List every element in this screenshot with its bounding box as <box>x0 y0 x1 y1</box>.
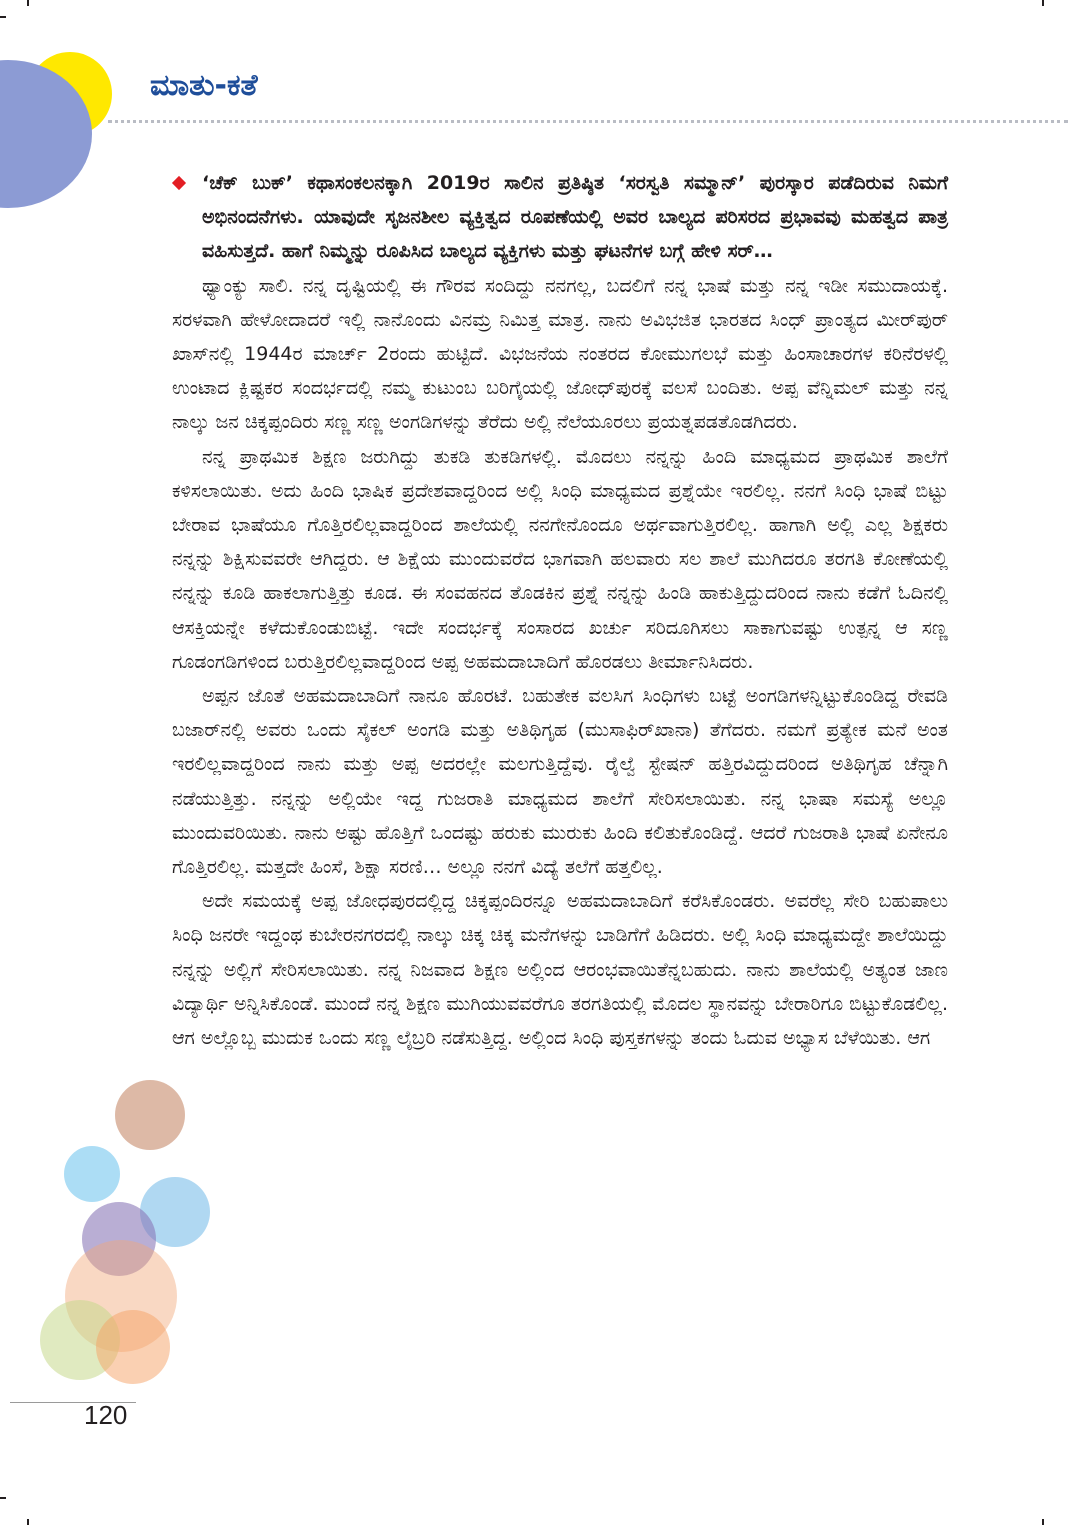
answer-paragraph: ಅಪ್ಪನ ಜೊತೆ ಅಹಮದಾಬಾದಿಗೆ ನಾನೂ ಹೊರಟೆ. ಬಹುತೇಕ ವಲಸಿಗ ಸಿಂಧಿಗಳು ಬಟ್ಟೆ ಅಂಗಡಿಗಳನ್ನಿಟ್ಟುಕೊಂಡಿದ್ದ ರೇವಡಿ ಬಜಾರ್‌ನಲ್ಲಿ ಅವರು ಒಂದು ಸೈಕಲ್ ಅಂಗಡಿ ಮತ್ತು ಅತಿಥಿಗೃಹ (ಮುಸಾಫಿರ್‌ಖಾನಾ) ತೆಗೆದರು. ನಮಗೆ ಪ್ರತ್ಯೇಕ ಮನೆ ಅಂತ ಇರಲಿಲ್ಲವಾದ್ದರಿಂದ ನಾನು ಮತ್ತು ಅಪ್ಪ ಅದರಲ್ಲೇ ಮಲಗುತ್ತಿದ್ದೆವು. ರೈಲ್ವೆ ಸ್ಟೇಷನ್ ಹತ್ತಿರವಿದ್ದುದರಿಂದ ಅತಿಥಿಗೃಹ ಚೆನ್ನಾಗಿ ನಡೆಯುತ್ತಿತ್ತು. ನನ್ನನ್ನು ಅಲ್ಲಿಯೇ ಇದ್ದ ಗುಜರಾತಿ ಮಾಧ್ಯಮದ ಶಾಲೆಗೆ ಸೇರಿಸಲಾಯಿತು. ನನ್ನ ಭಾಷಾ ಸಮಸ್ಯೆ ಅಲ್ಲೂ ಮುಂದುವರಿಯಿತು. ನಾನು ಅಷ್ಟು ಹೊತ್ತಿಗೆ ಒಂದಷ್ಟು ಹರುಕು ಮುರುಕು ಹಿಂದಿ ಕಲಿತುಕೊಂಡಿದ್ದೆ. ಆದರೆ ಗುಜರಾತಿ ಭಾಷೆ ಏನೇನೂ ಗೊತ್ತಿರಲಿಲ್ಲ. ಮತ್ತದೇ ಹಿಂಸೆ, ಶಿಕ್ಷಾ ಸರಣಿ… ಅಲ್ಲೂ ನನಗೆ ವಿದ್ಯೆ ತಲೆಗೆ ಹತ್ತಲಿಲ್ಲ. <box>172 685 948 879</box>
crop-mark <box>1042 1519 1044 1525</box>
crop-mark <box>1042 0 1044 6</box>
section-title: ಮಾತು-ಕತೆ <box>150 68 258 103</box>
interview-question <box>172 166 948 269</box>
bubble-decoration <box>115 1080 185 1150</box>
crop-mark <box>0 1497 6 1499</box>
bubble-decoration <box>64 1146 120 1202</box>
question-text: ‘ಚೆಕ್ ಬುಕ್’ ಕಥಾಸಂಕಲನಕ್ಕಾಗಿ 2019ರ ಸಾಲಿನ ಪ್ರತಿಷ್ಠಿತ ‘ಸರಸ್ವತಿ ಸಮ್ಮಾನ್’ ಪುರಸ್ಕಾರ ಪಡೆದಿರುವ ನಿಮಗೆ ಅಭಿನಂದನೆಗಳು. ಯಾವುದೇ ಸೃಜನಶೀಲ ವ್ಯಕ್ತಿತ್ವದ ರೂಪಣೆಯಲ್ಲಿ ಅವರ ಬಾಲ್ಯದ ಪರಿಸರದ ಪ್ರಭಾವವು ಮಹತ್ವದ ಪಾತ್ರ ವಹಿಸುತ್ತದೆ. ಹಾಗೆ ನಿಮ್ಮನ್ನು ರೂಪಿಸಿದ ಬಾಲ್ಯದ ವ್ಯಕ್ತಿಗಳು ಮತ್ತು ಘಟನೆಗಳ ಬಗ್ಗೆ ಹೇಳಿ ಸರ್… <box>202 172 948 263</box>
answer-paragraph: ಥ್ಯಾಂಕ್ಯು ಸಾಲಿ. ನನ್ನ ದೃಷ್ಟಿಯಲ್ಲಿ ಈ ಗೌರವ ಸಂದಿದ್ದು ನನಗಲ್ಲ, ಬದಲಿಗೆ ನನ್ನ ಭಾಷೆ ಮತ್ತು ನನ್ನ ಇಡೀ ಸಮುದಾಯಕ್ಕೆ. ಸರಳವಾಗಿ ಹೇಳೋದಾದರೆ ಇಲ್ಲಿ ನಾನೊಂದು ವಿನಮ್ರ ನಿಮಿತ್ತ ಮಾತ್ರ. ನಾನು ಅವಿಭಜಿತ ಭಾರತದ ಸಿಂಧ್ ಪ್ರಾಂತ್ಯದ ಮೀರ್‌ಪುರ್ ಖಾಸ್‌ನಲ್ಲಿ 1944ರ ಮಾರ್ಚ್ 2ರಂದು ಹುಟ್ಟಿದೆ. ವಿಭಜನೆಯ ನಂತರದ ಕೋಮುಗಲಭೆ ಮತ್ತು ಹಿಂಸಾಚಾರಗಳ ಕರಿನೆರಳಲ್ಲಿ ಉಂಟಾದ ಕ್ಲಿಷ್ಟಕರ ಸಂದರ್ಭದಲ್ಲಿ ನಮ್ಮ ಕುಟುಂಬ ಬರಿಗೈಯಲ್ಲಿ ಜೋಧ್‌ಪುರಕ್ಕೆ ವಲಸೆ ಬಂದಿತು. ಅಪ್ಪ ವೆನ್ನಿಮಲ್ ಮತ್ತು ನನ್ನ ನಾಲ್ಕು ಜನ ಚಿಕ್ಕಪ್ಪಂದಿರು ಸಣ್ಣ ಸಣ್ಣ ಅಂಗಡಿಗಳನ್ನು ತೆರೆದು ಅಲ್ಲಿ ನೆಲೆಯೂರಲು ಪ್ರಯತ್ನಪಡತೊಡಗಿದರು. <box>172 274 948 434</box>
answer-paragraph: ನನ್ನ ಪ್ರಾಥಮಿಕ ಶಿಕ್ಷಣ ಜರುಗಿದ್ದು ತುಕಡಿ ತುಕಡಿಗಳಲ್ಲಿ. ಮೊದಲು ನನ್ನನ್ನು ಹಿಂದಿ ಮಾಧ್ಯಮದ ಪ್ರಾಥಮಿಕ ಶಾಲೆಗೆ ಕಳಿಸಲಾಯಿತು. ಅದು ಹಿಂದಿ ಭಾಷಿಕ ಪ್ರದೇಶವಾದ್ದರಿಂದ ಅಲ್ಲಿ ಸಿಂಧಿ ಮಾಧ್ಯಮದ ಪ್ರಶ್ನೆಯೇ ಇರಲಿಲ್ಲ. ನನಗೆ ಸಿಂಧಿ ಭಾಷೆ ಬಿಟ್ಟು ಬೇರಾವ ಭಾಷೆಯೂ ಗೊತ್ತಿರಲಿಲ್ಲವಾದ್ದರಿಂದ ಶಾಲೆಯಲ್ಲಿ ನನಗೇನೊಂದೂ ಅರ್ಥವಾಗುತ್ತಿರಲಿಲ್ಲ. ಹಾಗಾಗಿ ಅಲ್ಲಿ ಎಲ್ಲ ಶಿಕ್ಷಕರು ನನ್ನನ್ನು ಶಿಕ್ಷಿಸುವವರೇ ಆಗಿದ್ದರು. ಆ ಶಿಕ್ಷೆಯ ಮುಂದುವರೆದ ಭಾಗವಾಗಿ ಹಲವಾರು ಸಲ ಶಾಲೆ ಮುಗಿದರೂ ತರಗತಿ ಕೋಣೆಯಲ್ಲಿ ನನ್ನನ್ನು ಕೂಡಿ ಹಾಕಲಾಗುತ್ತಿತ್ತು ಕೂಡ. ಈ ಸಂವಹನದ ತೊಡಕಿನ ಪ್ರಶ್ನೆ ನನ್ನನ್ನು ಹಿಂಡಿ ಹಾಕುತ್ತಿದ್ದುದರಿಂದ ನಾನು ಕಡೆಗೆ ಓದಿನಲ್ಲಿ ಆಸಕ್ತಿಯನ್ನೇ ಕಳೆದುಕೊಂಡುಬಿಟ್ಟೆ. ಇದೇ ಸಂದರ್ಭಕ್ಕೆ ಸಂಸಾರದ ಖರ್ಚು ಸರಿದೂಗಿಸಲು ಸಾಕಾಗುವಷ್ಟು ಉತ್ಪನ್ನ ಆ ಸಣ್ಣ ಗೂಡಂಗಡಿಗಳಿಂದ ಬರುತ್ತಿರಲಿಲ್ಲವಾದ್ದರಿಂದ ಅಪ್ಪ ಅಹಮದಾಬಾದಿಗೆ ಹೊರಡಲು ತೀರ್ಮಾನಿಸಿದರು. <box>172 445 948 673</box>
bubble-decoration <box>96 1310 170 1384</box>
crop-mark <box>27 1519 29 1525</box>
page-number: 120 <box>84 1400 128 1430</box>
crop-mark <box>0 16 6 18</box>
diamond-bullet-icon <box>172 176 186 190</box>
crop-mark <box>27 0 29 6</box>
answer-paragraph: ಅದೇ ಸಮಯಕ್ಕೆ ಅಪ್ಪ ಜೋಧಪುರದಲ್ಲಿದ್ದ ಚಿಕ್ಕಪ್ಪಂದಿರನ್ನೂ ಅಹಮದಾಬಾದಿಗೆ ಕರೆಸಿಕೊಂಡರು. ಅವರೆಲ್ಲ ಸೇರಿ ಬಹುಪಾಲು ಸಿಂಧಿ ಜನರೇ ಇದ್ದಂಥ ಕುಬೇರನಗರದಲ್ಲಿ ನಾಲ್ಕು ಚಿಕ್ಕ ಚಿಕ್ಕ ಮನೆಗಳನ್ನು ಬಾಡಿಗೆಗೆ ಹಿಡಿದರು. ಅಲ್ಲಿ ಸಿಂಧಿ ಮಾಧ್ಯಮದ್ದೇ ಶಾಲೆಯಿದ್ದು ನನ್ನನ್ನು ಅಲ್ಲಿಗೆ ಸೇರಿಸಲಾಯಿತು. ನನ್ನ ನಿಜವಾದ ಶಿಕ್ಷಣ ಅಲ್ಲಿಂದ ಆರಂಭವಾಯಿತೆನ್ನಬಹುದು. ನಾನು ಶಾಲೆಯಲ್ಲಿ ಅತ್ಯಂತ ಜಾಣ ವಿದ್ಯಾರ್ಥಿ ಅನ್ನಿಸಿಕೊಂಡೆ. ಮುಂದೆ ನನ್ನ ಶಿಕ್ಷಣ ಮುಗಿಯುವವರೆಗೂ ತರಗತಿಯಲ್ಲಿ ಮೊದಲ ಸ್ಥಾನವನ್ನು ಬೇರಾರಿಗೂ ಬಿಟ್ಟುಕೊಡಲಿಲ್ಲ. ಆಗ ಅಲ್ಲೊಬ್ಬ ಮುದುಕ ಒಂದು ಸಣ್ಣ ಲೈಬ್ರರಿ ನಡೆಸುತ್ತಿದ್ದ. ಅಲ್ಲಿಂದ ಸಿಂಧಿ ಪುಸ್ತಕಗಳನ್ನು ತಂದು ಓದುವ ಅಭ್ಯಾಸ ಬೆಳೆಯಿತು. ಆಗ <box>172 890 948 1050</box>
article-body <box>172 166 948 1055</box>
header-dotted-divider <box>108 120 1068 123</box>
